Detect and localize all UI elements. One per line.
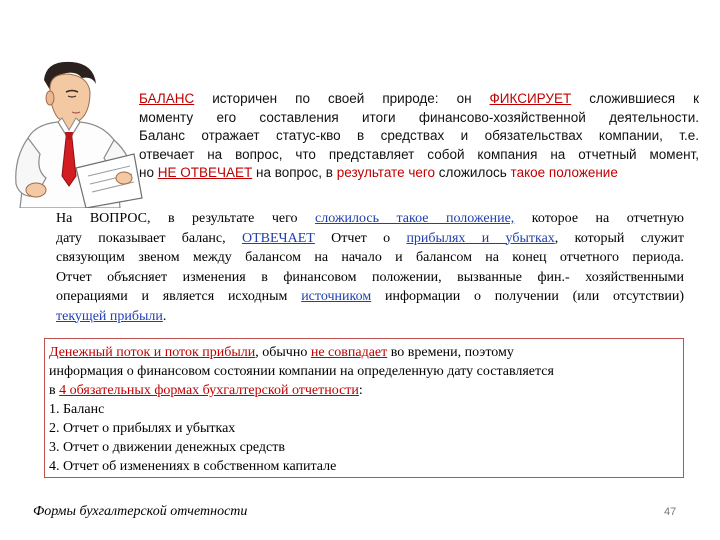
box-text: во времени, поэтому — [387, 345, 514, 360]
four-forms-link[interactable]: 4 обязательных формах бухгалтерской отчетности — [59, 383, 359, 398]
profit-loss-link[interactable]: прибылях и убытках — [406, 230, 555, 246]
box-text: : — [358, 383, 363, 398]
box-text: в — [49, 383, 60, 398]
intro-text: сложившиеся к — [571, 91, 699, 106]
answer-line-5 — [56, 287, 684, 307]
not-answers-term: НЕ ОТВЕЧАЕТ — [157, 165, 253, 180]
box-line-1 — [49, 343, 677, 362]
income-statement-paragraph — [56, 209, 684, 326]
situation-term: такое положение — [510, 165, 618, 180]
intro-text: сложилось — [435, 165, 511, 180]
answer-text: Отчет о — [314, 230, 407, 246]
situation-link[interactable]: сложилось такое положение, — [315, 211, 515, 226]
current-profit-link[interactable]: текущей прибыли — [56, 308, 163, 324]
businessman-reading-clipart — [6, 58, 146, 208]
box-text: , обычно — [255, 345, 311, 360]
intro-text: на вопрос, в — [252, 165, 337, 180]
answer-text: информации о получении (или отсутствии) — [371, 289, 685, 304]
answer-line-1 — [56, 209, 684, 229]
answers-term: ОТВЕЧАЕТ — [241, 230, 315, 246]
intro-line-1 — [139, 90, 699, 109]
cash-flow-profit-link[interactable]: Денежный поток и поток прибыли — [49, 345, 256, 360]
answer-line-3: связующим звеном между балансом на начало и балансом на конец отчетного периода. — [56, 250, 684, 265]
answer-text: , который служит — [554, 230, 684, 246]
page-number: 47 — [664, 506, 677, 518]
intro-line-4: отвечает на вопрос, что представляет собой компания на отчетный момент, — [139, 146, 699, 162]
answer-text: дату показывает баланс, — [56, 230, 242, 246]
intro-line-3: Баланс отражает статус-кво в средствах и обязательствах компании, т.е. — [139, 128, 699, 143]
answer-text: . — [162, 308, 167, 324]
report-list-item: 2. Отчет о прибылях и убытках — [49, 421, 236, 436]
answer-line-2 — [56, 229, 684, 249]
answer-line-4: Отчет объясняет изменения в финансовом положении, вызванные фин.- хозяйственными — [56, 269, 684, 285]
report-list-item: 1. Баланс — [49, 402, 105, 417]
report-list-item: 3. Отчет о движении денежных средств — [49, 440, 285, 455]
answer-text: операциями и является исходным — [56, 289, 302, 304]
intro-text: но — [139, 165, 158, 180]
answer-text: которое на отчетную — [514, 211, 684, 226]
balance-term: БАЛАНС — [139, 91, 195, 106]
intro-line-2: моменту его составления итоги финансово-хозяйственной деятельности. — [139, 109, 699, 125]
source-link[interactable]: источником — [301, 289, 372, 304]
not-coincide-link[interactable]: не совпадает — [310, 345, 388, 360]
box-line-3 — [49, 381, 677, 400]
intro-line-5 — [139, 164, 699, 183]
report-list-item: 4. Отчет об изменениях в собственном капитале — [49, 459, 337, 474]
result-term: результате чего — [336, 165, 436, 180]
intro-text: историчен по своей природе: он — [194, 91, 490, 106]
box-line-2: информация о финансовом состоянии компании на определенную дату составляется — [49, 364, 554, 379]
answer-text: На ВОПРОС, в результате чего — [56, 211, 316, 226]
fixes-term: ФИКСИРУЕТ — [489, 91, 572, 106]
answer-line-6 — [56, 307, 684, 327]
reports-box — [44, 338, 684, 478]
balance-intro-paragraph — [139, 90, 699, 183]
slide-footer-title: Формы бухгалтерской отчетности — [33, 504, 248, 519]
